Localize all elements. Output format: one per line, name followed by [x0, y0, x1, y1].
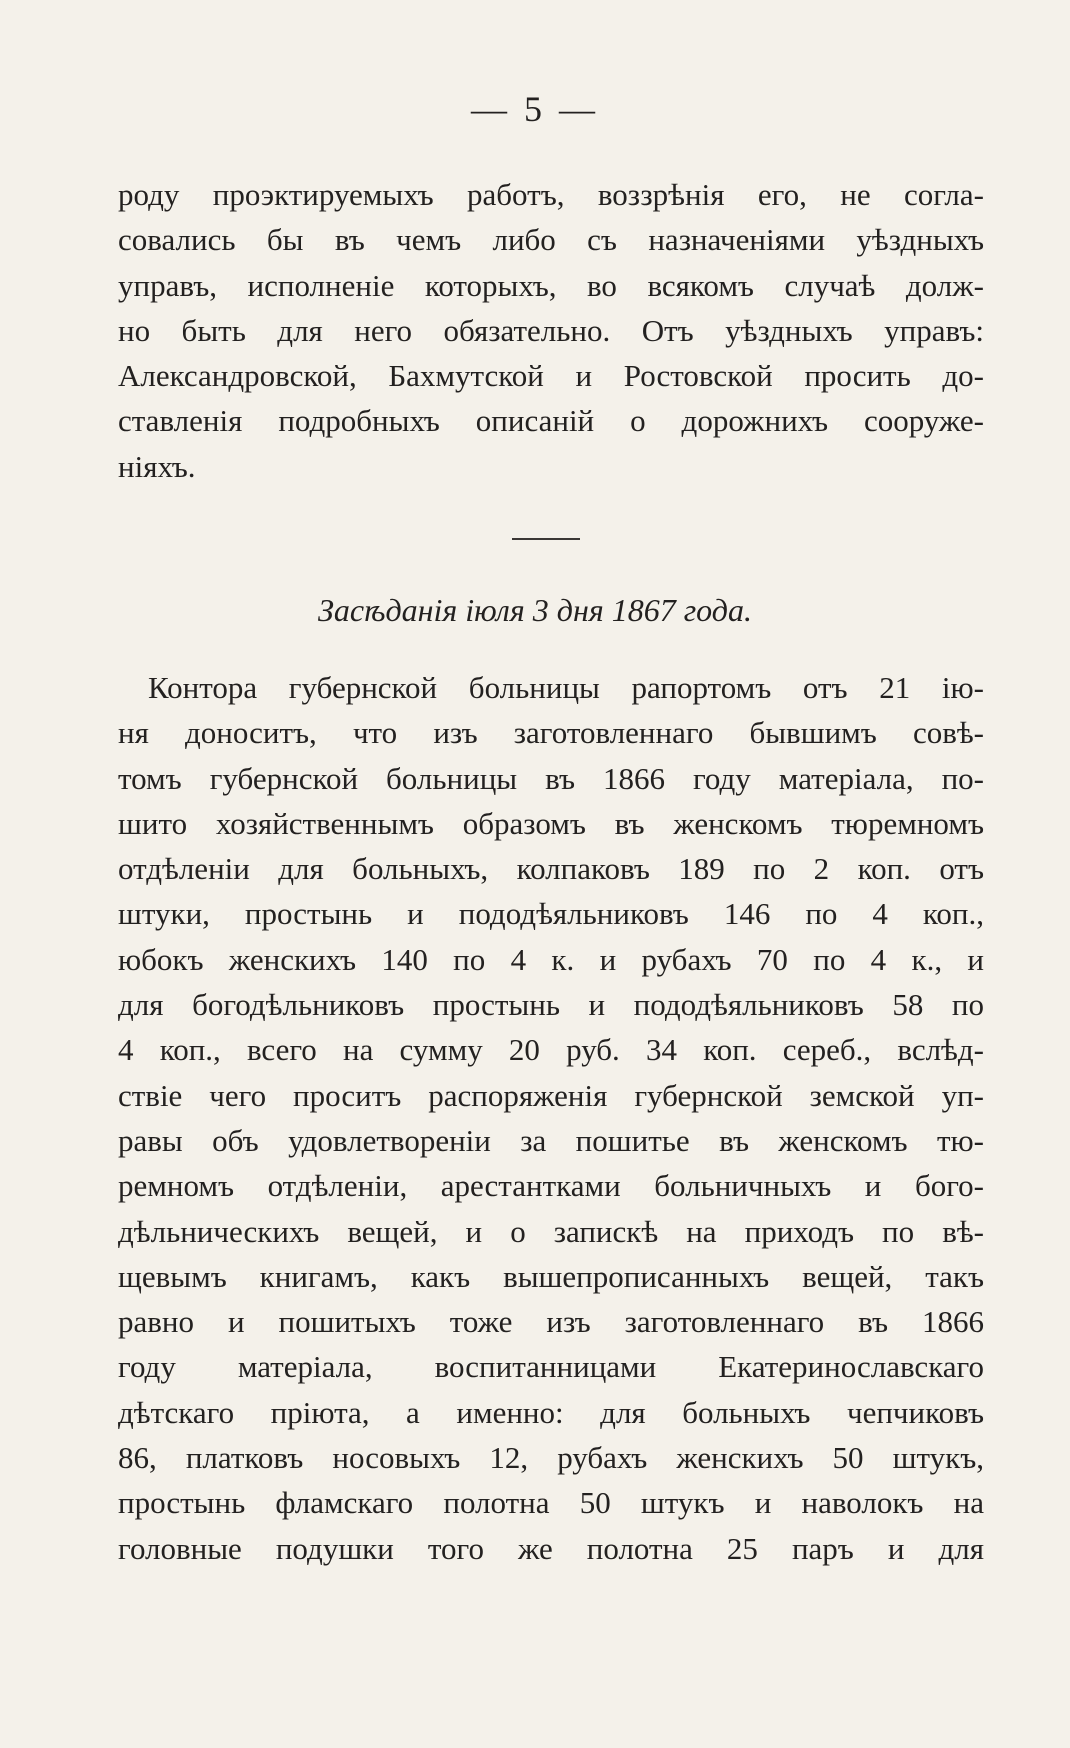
text-line: томъ губернской больницы въ 1866 году матеріала, по- — [118, 760, 984, 796]
text-line: равно и пошитыхъ тоже изъ заготовленнаго въ 1866 — [118, 1304, 984, 1340]
text-line: штуки, простынь и пододѣяльниковъ 146 по 4 коп., — [118, 896, 984, 932]
text-line: простынь фламскаго полотна 50 штукъ и наволокъ на — [118, 1485, 984, 1521]
section-heading: Засѣданія іюля 3 дня 1867 года. — [318, 592, 752, 628]
text-line: равы объ удовлетвореніи за пошитье въ женскомъ тю- — [118, 1122, 984, 1158]
paragraph-main — [118, 665, 984, 1571]
text-line: отдѣленіи для больныхъ, колпаковъ 189 по 2 коп. отъ — [118, 851, 984, 887]
text-line: ня доноситъ, что изъ заготовленнаго бывшимъ совѣ- — [118, 715, 984, 751]
text-line: для богодѣльниковъ простынь и пододѣяльниковъ 58 по — [118, 987, 984, 1023]
text-line: ніяхъ. — [118, 448, 196, 484]
text-line: году матеріала, воспитанницами Екатеринославскаго — [118, 1349, 984, 1385]
text-line: ставленія подробныхъ описаній о дорожнихъ сооруже- — [118, 403, 984, 439]
text-line: шито хозяйственнымъ образомъ въ женскомъ тюремномъ — [118, 805, 984, 841]
text-line: щевымъ книгамъ, какъ вышепрописанныхъ вещей, такъ — [118, 1258, 984, 1294]
text-line: но быть для него обязательно. Отъ уѣздныхъ управъ: — [118, 312, 984, 348]
text-line: дѣльническихъ вещей, и о запискѣ на приходъ по вѣ- — [118, 1213, 984, 1249]
paragraph-continued — [118, 172, 984, 489]
text-line: ствіе чего проситъ распоряженія губернской земской уп- — [118, 1077, 984, 1113]
text-line: Контора губернской больницы рапортомъ отъ 21 ію- — [148, 670, 984, 705]
page-number: — 5 — — [471, 89, 599, 129]
text-line: дѣтскаго пріюта, а именно: для больныхъ чепчиковъ — [118, 1394, 984, 1430]
section-separator — [512, 538, 580, 540]
text-line: совались бы въ чемъ либо съ назначеніями уѣздныхъ — [118, 222, 984, 258]
text-line: 4 коп., всего на сумму 20 руб. 34 коп. сереб., вслѣд- — [118, 1032, 984, 1068]
text-line: 86, платковъ носовыхъ 12, рубахъ женскихъ 50 штукъ, — [118, 1440, 984, 1476]
text-line: ремномъ отдѣленіи, арестантками больничныхъ и бого- — [118, 1168, 984, 1204]
text-line: головные подушки того же полотна 25 паръ и для — [118, 1530, 984, 1566]
text-line: роду проэктируемыхъ работъ, воззрѣнія его, не согла- — [118, 177, 984, 212]
text-line: Александровской, Бахмутской и Ростовской просить до- — [118, 358, 984, 394]
text-line: управъ, исполненіе которыхъ, во всякомъ случаѣ долж- — [118, 267, 984, 303]
text-line: юбокъ женскихъ 140 по 4 к. и рубахъ 70 по 4 к., и — [118, 941, 984, 977]
